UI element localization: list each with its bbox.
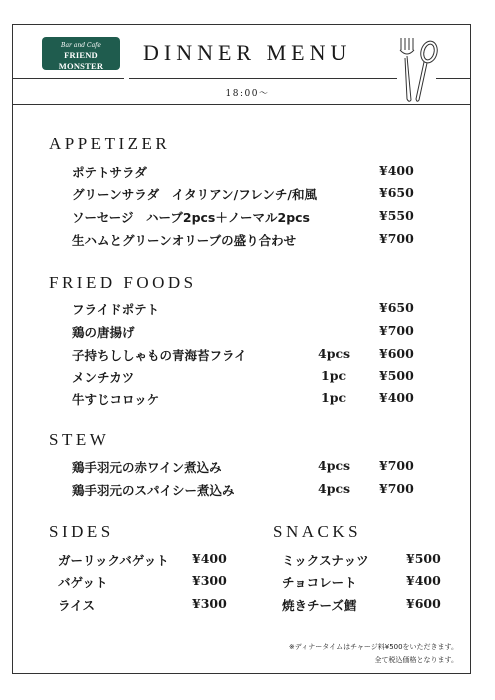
- menu-item-price: ¥700: [379, 481, 414, 496]
- menu-item-quantity: 1pc: [321, 390, 347, 405]
- logo-subtitle: Bar and Cafe: [61, 42, 101, 49]
- menu-item-price: ¥400: [379, 390, 414, 405]
- menu-item-price: ¥500: [406, 551, 441, 566]
- section-heading-appetizer: APPETIZER: [49, 134, 171, 153]
- menu-item-price: ¥400: [406, 573, 441, 588]
- menu-item-price: ¥650: [379, 185, 414, 200]
- menu-item-price: ¥650: [379, 300, 414, 315]
- menu-item-name: 生ハムとグリーンオリーブの盛り合わせ: [72, 233, 297, 248]
- header-rule-bottom: [12, 104, 471, 105]
- menu-item-price: ¥400: [379, 163, 414, 178]
- menu-item-quantity: 4pcs: [318, 458, 351, 473]
- menu-item-name: ポテトサラダ: [72, 165, 147, 180]
- menu-item-price: ¥600: [406, 596, 441, 611]
- logo-name: FRIEND MONSTER: [58, 50, 104, 71]
- menu-item-price: ¥300: [192, 596, 227, 611]
- service-time: 18:00〜: [225, 89, 270, 99]
- menu-item-quantity: 1pc: [321, 368, 347, 383]
- menu-item-price: ¥550: [379, 208, 414, 223]
- header-rule-left: [12, 78, 124, 79]
- menu-item-name: 鶏手羽元の赤ワイン煮込み: [72, 460, 222, 475]
- menu-item-name: 牛すじコロッケ: [72, 392, 160, 407]
- menu-item-price: ¥700: [379, 231, 414, 246]
- menu-item-price: ¥500: [379, 368, 414, 383]
- menu-item-name: 鶏の唐揚げ: [72, 325, 135, 340]
- menu-item-name: 鶏手羽元のスパイシー煮込み: [72, 483, 235, 498]
- menu-item-quantity: 4pcs: [318, 346, 351, 361]
- section-heading-stew: STEW: [49, 430, 110, 449]
- menu-item-name: ソーセージ ハーブ2pcs＋ノーマル2pcs: [72, 210, 310, 225]
- menu-item-name: メンチカツ: [72, 370, 135, 385]
- menu-item-price: ¥400: [192, 551, 227, 566]
- menu-item-name: 子持ちししゃもの青海苔フライ: [72, 348, 247, 363]
- menu-item-name: ライス: [58, 598, 96, 613]
- page-title: DINNER MENU: [143, 40, 352, 65]
- menu-item-name: チョコレート: [282, 575, 357, 590]
- logo: [42, 37, 120, 70]
- menu-item-name: ガーリックバゲット: [58, 553, 169, 568]
- tax-note: 全て税込価格となります。: [374, 656, 458, 664]
- section-heading-sides: SIDES: [49, 522, 114, 541]
- menu-item-name: フライドポテト: [72, 302, 160, 317]
- header-rule-right: [129, 78, 397, 79]
- menu-item-name: ミックスナッツ: [282, 553, 369, 568]
- menu-item-name: グリーンサラダ イタリアン/フレンチ/和風: [72, 187, 317, 202]
- header-rule-far-right: [436, 78, 471, 79]
- menu-item-price: ¥300: [192, 573, 227, 588]
- menu-item-quantity: 4pcs: [318, 481, 351, 496]
- menu-item-price: ¥700: [379, 323, 414, 338]
- menu-item-price: ¥700: [379, 458, 414, 473]
- menu-item-name: 焼きチーズ鱈: [282, 598, 357, 613]
- section-heading-fried-foods: FRIED FOODS: [49, 273, 197, 292]
- menu-item-price: ¥600: [379, 346, 414, 361]
- menu-item-name: バゲット: [58, 575, 108, 590]
- charge-note: ※ディナータイムはチャージ料¥500をいただきます。: [288, 643, 458, 651]
- section-heading-snacks: SNACKS: [273, 522, 362, 541]
